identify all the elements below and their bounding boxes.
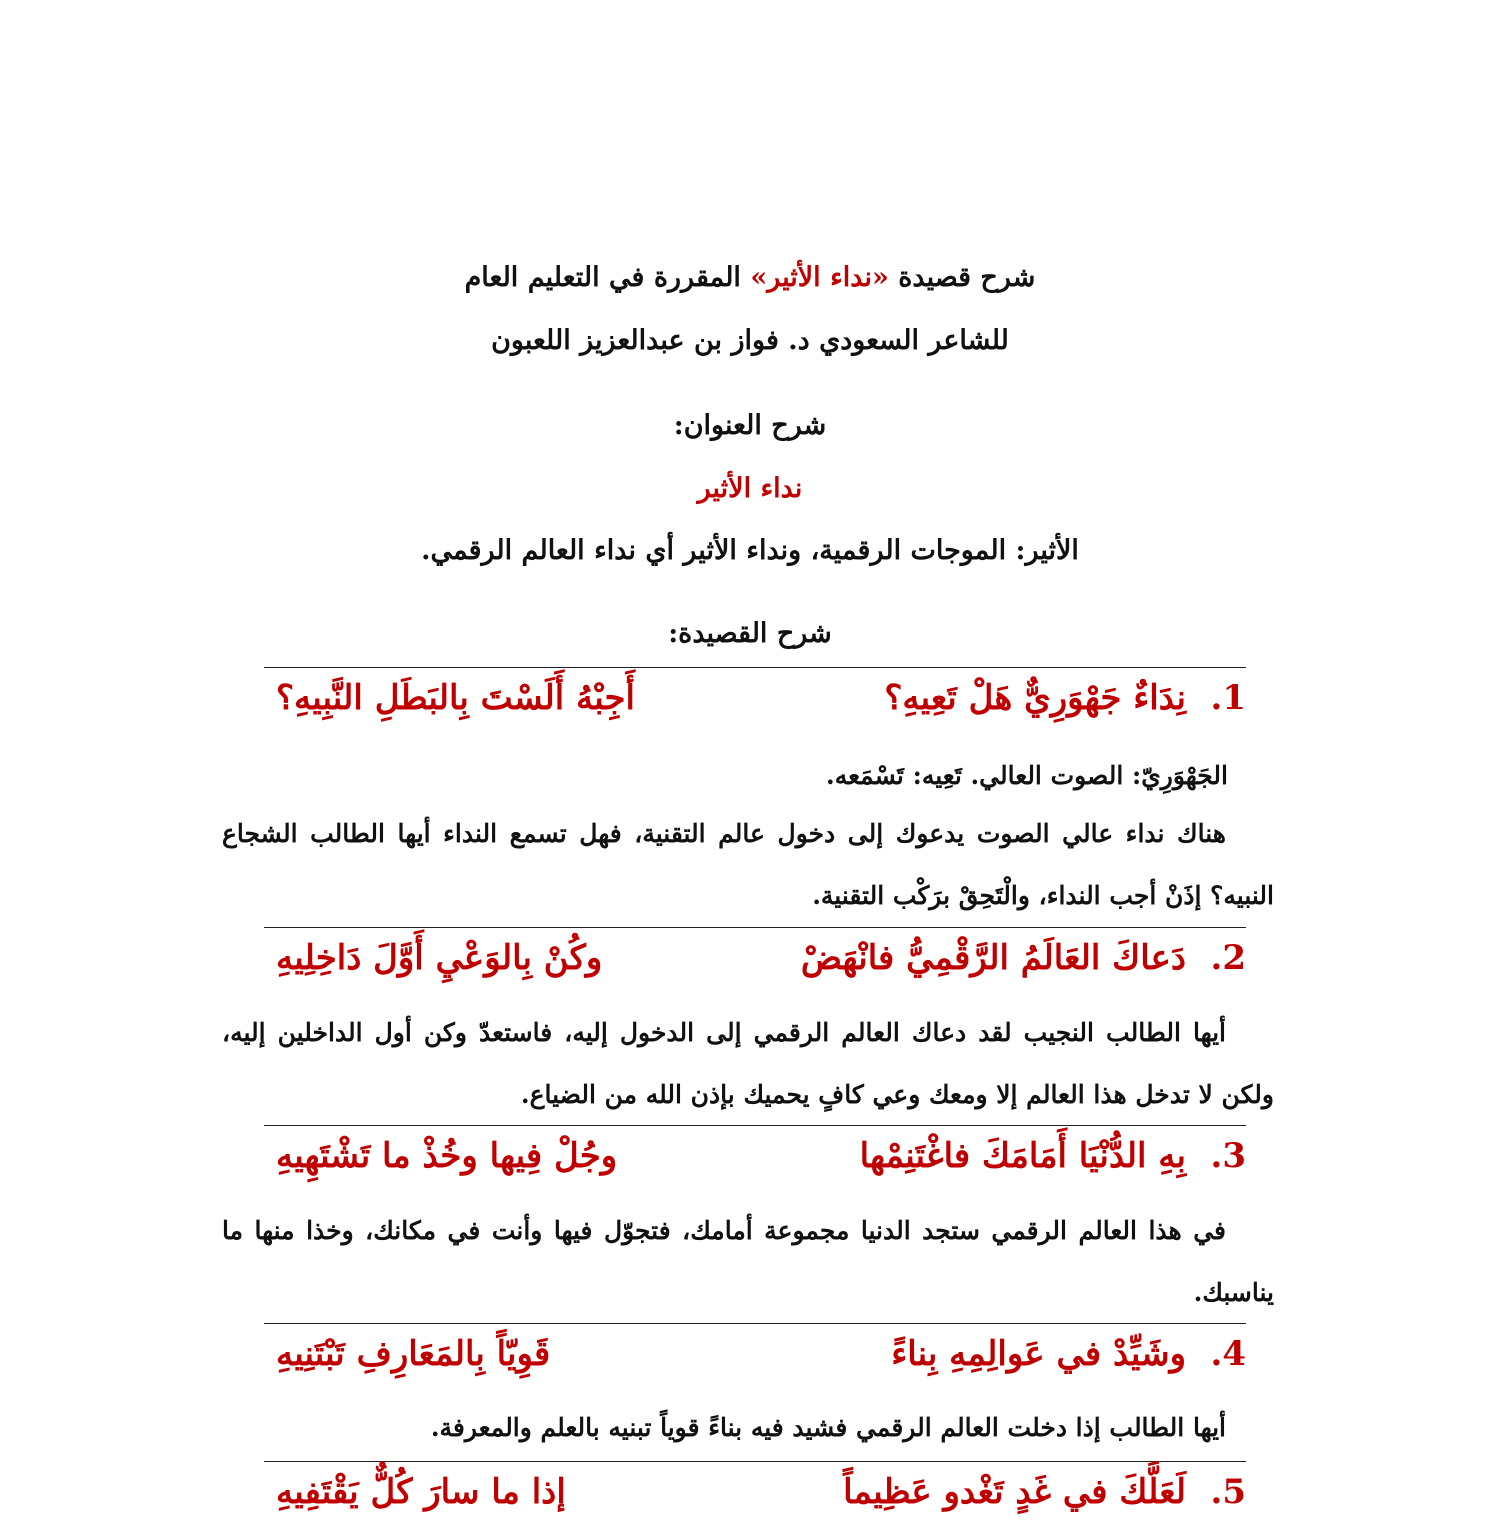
verse-second-half: قَوِيّاً بِالمَعَارِفِ تَبْتَنِيهِ	[276, 1334, 551, 1374]
verse-number: 5.	[1210, 1472, 1246, 1512]
title-poem-name: «نداء الأثير»	[750, 262, 889, 293]
verse-1	[264, 678, 1246, 738]
verse-number: 4.	[1210, 1334, 1246, 1374]
verse-first-half: وشَيِّدْ في عَوالِمِهِ بِناءً	[891, 1334, 1186, 1374]
poem-name: نداء الأثير	[697, 473, 803, 504]
title-explanation: الأثير: الموجات الرقمية، ونداء الأثير أي نداء العالم الرقمي.	[421, 535, 1079, 566]
verse-second-half: أَجِبْهُ أَلَسْتَ بِالبَطَلِ النَّبِيهِ؟	[276, 678, 635, 718]
title-suffix: المقررة في التعليم العام	[464, 262, 741, 293]
divider-line	[264, 927, 1246, 928]
divider-line	[264, 1461, 1246, 1462]
verse-number: 3.	[1210, 1136, 1246, 1176]
poem-section-heading: شرح القصيدة:	[668, 618, 832, 649]
verse-2	[264, 938, 1246, 998]
author-line: للشاعر السعودي د. فواز بن عبدالعزيز اللعبون	[491, 325, 1009, 356]
verse-second-half: وكُنْ بِالوَعْيِ أَوَّلَ دَاخِلِيهِ	[276, 938, 603, 978]
verse-number: 1.	[1210, 678, 1246, 718]
divider-line	[264, 1125, 1246, 1126]
divider-line	[264, 667, 1246, 668]
verse-4-explanation: أيها الطالب إذا دخلت العالم الرقمي فشيد فيه بناءً قوياً تبنيه بالعلم والمعرفة.	[430, 1413, 1226, 1442]
title-section-heading: شرح العنوان:	[673, 410, 827, 441]
verse-number: 2.	[1210, 938, 1246, 978]
verse-1-vocab: الجَهْوَرِيّ: الصوت العالي. تَعِيه: تَسْمَعه.	[826, 761, 1228, 790]
verse-first-half: نِدَاءٌ جَهْوَرِيٌّ هَلْ تَعِيهِ؟	[884, 678, 1186, 718]
verse-first-half: لَعَلَّكَ في غَدٍ تَغْدو عَظِيماً	[843, 1472, 1186, 1512]
verse-3	[264, 1136, 1246, 1196]
verse-2-explanation: أيها الطالب النجيب لقد دعاك العالم الرقمي إلى الدخول إليه، فاستعدّ وكن أول الداخلين إليه، ولكن لا تدخل هذا العالم إلا ومعك وعي كافٍ يحميك بإذن الله من الضياع.	[222, 1018, 1274, 1109]
verse-3-explanation: في هذا العالم الرقمي ستجد الدنيا مجموعة أمامك، فتجوّل فيها وأنت في مكانك، وخذا منها ما يناسبك.	[222, 1216, 1274, 1307]
verse-second-half: إذا ما سارَ كُلٌّ يَقْتَفِيهِ	[276, 1472, 566, 1512]
title-prefix: شرح قصيدة	[898, 262, 1036, 293]
document-title	[0, 262, 1500, 293]
verse-first-half: دَعاكَ العَالَمُ الرَّقْمِيُّ فانْهَضْ	[800, 938, 1186, 978]
verse-1-explanation: هناك نداء عالي الصوت يدعوك إلى دخول عالم التقنية، فهل تسمع النداء أيها الطالب الشجاع النبيه؟ إذَنْ أجب النداء، والْتَحِقْ برَكْب التقنية.	[222, 819, 1274, 910]
verse-5	[264, 1472, 1246, 1532]
verse-second-half: وجُلْ فِيها وخُذْ ما تَشْتَهِيهِ	[276, 1136, 618, 1176]
divider-line	[264, 1323, 1246, 1324]
verse-4	[264, 1334, 1246, 1394]
verse-first-half: بِهِ الدُّنْيَا أَمَامَكَ فاغْتَنِمْها	[859, 1136, 1186, 1176]
